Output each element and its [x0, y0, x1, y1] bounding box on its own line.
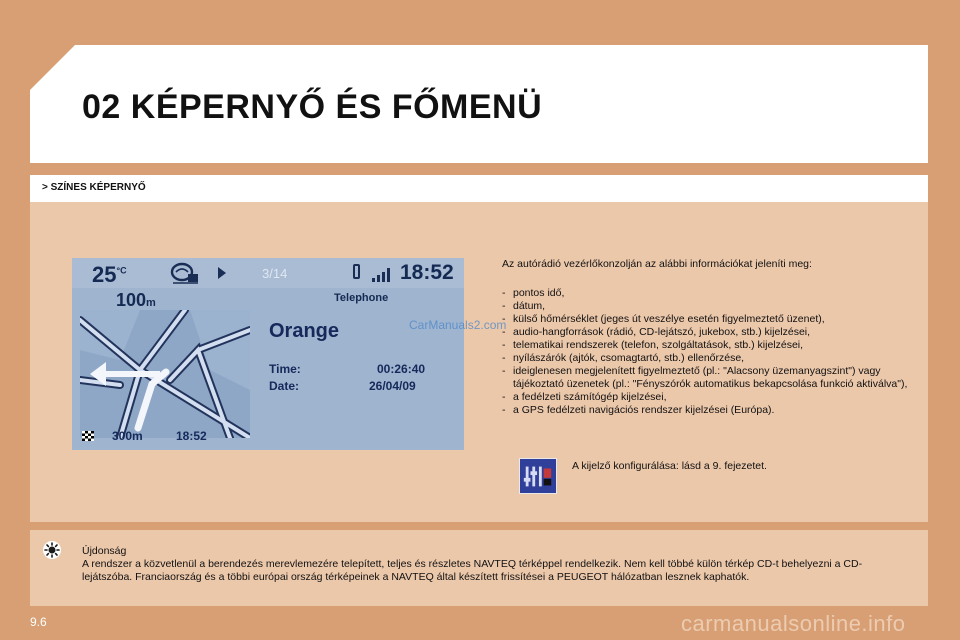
call-date-label: Date: [269, 379, 300, 393]
map-toggle-icon [170, 262, 200, 284]
list-item: - ideiglenesen megjelenített figyelmeztető (pl.: "Alacsony üzemanyagszint") vagy tájékoztató üzenetek (pl.: "Fényszórók automatikus bekapcsolása funkció aktiválva"), [502, 365, 912, 391]
config-note: A kijelző konfigurálása: lásd a 9. fejezetet. [572, 460, 767, 472]
site-watermark: carmanualsonline.info [681, 611, 906, 636]
call-time-value: 00:26:40 [377, 362, 426, 376]
section-bar [30, 175, 928, 202]
call-date-value: 26/04/09 [369, 379, 416, 393]
list-item: - dátum, [502, 300, 912, 313]
sun-icon [40, 538, 64, 562]
list-item: - nyílászárók (ajtók, csomagtartó, stb.) ellenőrzése, [502, 352, 912, 365]
watermark-overlay: CarManuals2.com [409, 318, 507, 332]
play-icon [218, 267, 226, 279]
list-item: - külső hőmérséklet (jeges út veszélye esetén figyelmeztető üzenet), [502, 313, 912, 326]
phone-icon [353, 264, 360, 279]
temperature-unit: °C [116, 265, 127, 276]
next-turn-distance-unit: m [146, 297, 156, 309]
track-counter: 3/14 [262, 266, 288, 281]
settings-menu-icon [519, 458, 557, 494]
navigation-map [80, 310, 250, 438]
display-clock: 18:52 [400, 261, 454, 284]
section-label: > SZÍNES KÉPERNYŐ [42, 182, 146, 193]
intro-text: Az autórádió vezérlőkonzolján az alábbi információkat jeleníti meg: [502, 258, 812, 270]
page-title: 02 KÉPERNYŐ ÉS FŐMENÜ [82, 88, 543, 126]
display-screen [72, 258, 464, 450]
notice-body: A rendszer a közvetlenül a berendezés merevlemezére telepített, teljes és részletes NAVTEQ térképpel rendelkezik. Nem kell többé külön térkép CD-t behelyezni a CD-lejátszóba. Franciaország és a többi európai ország térképeinek a NAVTEQ által készített frissítései a PEUGEOT hálózatban lesznek kaphatók. [82, 558, 863, 583]
call-time-label: Time: [269, 362, 301, 376]
page-number: 9.6 [30, 615, 47, 629]
list-item: - a fedélzeti számítógép kijelzései, [502, 391, 912, 404]
arrival-time: 18:52 [176, 429, 207, 443]
list-item: - telematikai rendszerek (telefon, szolgáltatások, stb.) kijelzései, [502, 339, 912, 352]
feature-list [502, 287, 912, 417]
signal-strength-icon [372, 266, 394, 282]
phone-operator: Orange [269, 320, 340, 342]
list-item: - audio-hangforrások (rádió, CD-lejátszó, jukebox, stb.) kijelzései, [502, 326, 912, 339]
active-service-label: Telephone [334, 292, 389, 304]
list-item: - pontos idő, [502, 287, 912, 300]
remaining-distance: 300m [112, 429, 143, 443]
notice-title: Újdonság [82, 545, 127, 557]
temperature-readout [92, 262, 127, 288]
list-item: - a GPS fedélzeti navigációs rendszer kijelzései (Európa). [502, 404, 912, 417]
destination-flag-icon [82, 431, 94, 441]
next-turn-distance-value: 100 [116, 290, 147, 310]
temperature-value: 25 [92, 262, 117, 287]
notice-panel [30, 530, 928, 606]
next-turn-distance [116, 290, 156, 311]
